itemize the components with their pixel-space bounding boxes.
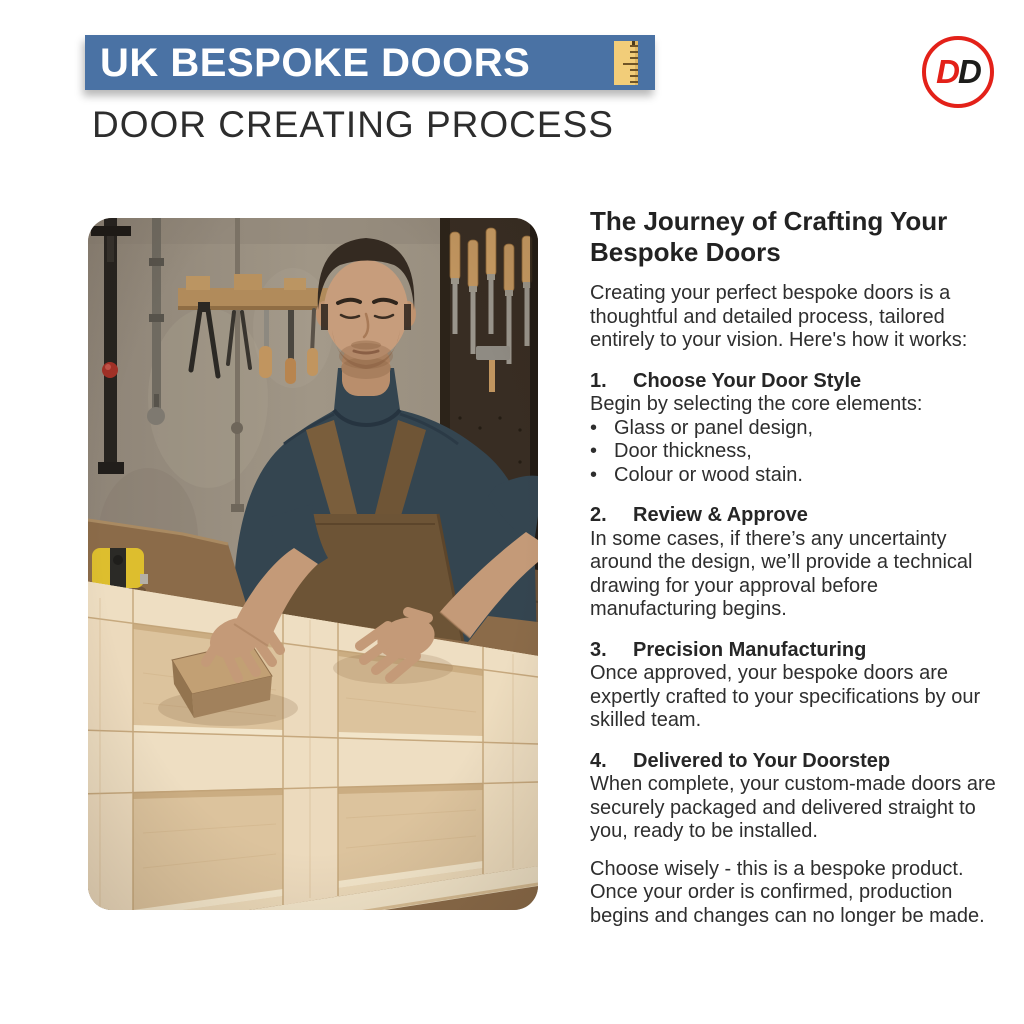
bullet-text: Door thickness, (614, 440, 752, 462)
step-number: 3. (590, 638, 607, 661)
bullet-item (590, 464, 1005, 488)
step-number: 2. (590, 504, 607, 526)
step-1 (590, 370, 1005, 488)
step-body: When complete, your custom-made doors are securely packaged and delivered straight to you, ready to be installed. (590, 773, 996, 842)
step-title: Review & Approve (633, 504, 808, 526)
bullet-dot: • (590, 416, 598, 439)
bullet-dot: • (590, 463, 598, 486)
step-body: In some cases, if there’s any uncertainty around the design, we’ll provide a technical drawing for your approval before manufacturing begins. (590, 527, 973, 620)
footer-note: Choose wisely - this is a bespoke product. Once your order is confirmed, production begins and changes can no longer be made. (590, 857, 985, 927)
step-title: Precision Manufacturing (633, 638, 867, 661)
step-bullets (590, 417, 1005, 488)
step-4 (590, 750, 1005, 844)
logo-letter-black: D (958, 53, 980, 90)
article-intro: Creating your perfect bespoke doors is a thoughtful and detailed process, tailored entirely to your vision. Here's how it works: (590, 282, 968, 351)
step-body: Once approved, your bespoke doors are expertly crafted to your specifications by our skilled team. (590, 662, 981, 731)
bullet-text: Glass or panel design, (614, 416, 814, 439)
dd-logo (922, 36, 994, 108)
bullet-item (590, 417, 1005, 441)
page-title: DOOR CREATING PROCESS (92, 104, 614, 145)
workshop-photo (88, 218, 538, 910)
bullet-text: Colour or wood stain. (614, 463, 803, 486)
step-2 (590, 504, 1005, 622)
step-body: Begin by selecting the core elements: (590, 393, 923, 415)
logo-letter-red: D (936, 53, 958, 90)
step-title: Delivered to Your Doorstep (633, 749, 891, 772)
step-number: 4. (590, 749, 607, 772)
step-number: 1. (590, 369, 607, 392)
banner (85, 35, 655, 90)
step-title: Choose Your Door Style (633, 369, 862, 392)
article-heading: The Journey of Crafting Your Bespoke Doors (590, 206, 948, 267)
step-3 (590, 639, 1005, 733)
bullet-item (590, 440, 1005, 464)
bullet-dot: • (590, 440, 598, 462)
ruler-icon (612, 41, 646, 85)
article (590, 206, 1005, 928)
banner-title: UK BESPOKE DOORS (100, 40, 531, 85)
